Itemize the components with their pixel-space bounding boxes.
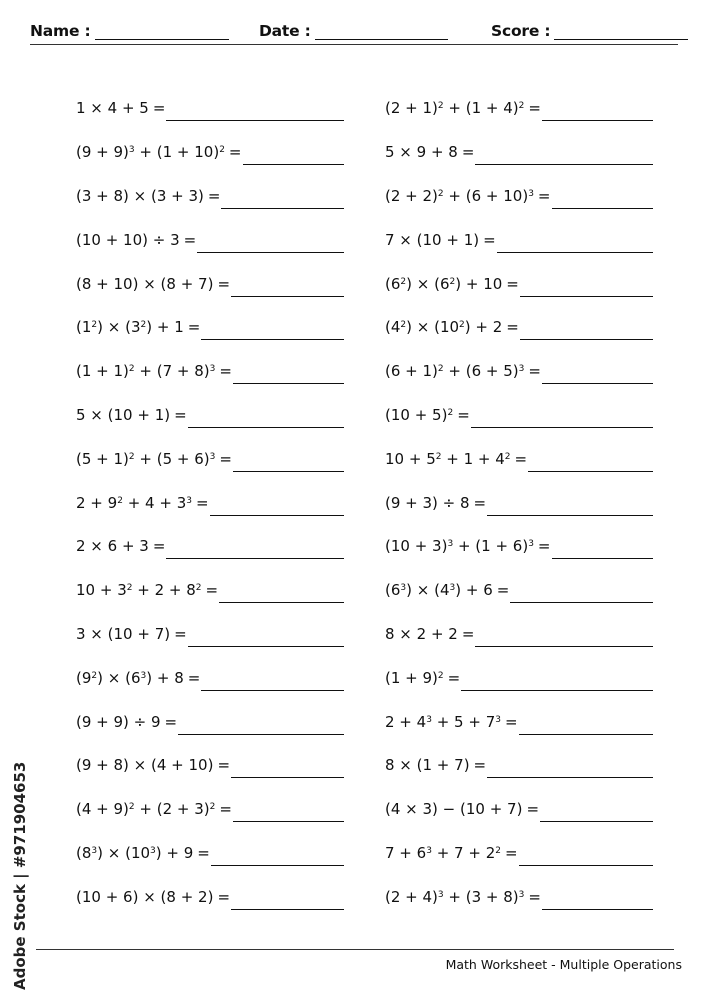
problem-expression: $(1^2) \times (3^2) + 1$ [76, 318, 184, 337]
problem-expression: 2 × 6 + 3 [76, 537, 149, 556]
answer-blank[interactable] [519, 855, 653, 866]
answer-blank[interactable] [233, 461, 344, 472]
problem-expression: $(4 + 9)^2 + (2 + 3)^2$ [76, 800, 216, 819]
problem-row [76, 788, 344, 832]
answer-blank[interactable] [542, 110, 653, 121]
answer-blank[interactable] [475, 154, 653, 165]
score-field [491, 22, 688, 40]
answer-blank[interactable] [520, 286, 653, 297]
problem-expression: $2 + 4^3 + 5 + 7^3$ [385, 712, 501, 731]
answer-blank[interactable] [528, 461, 653, 472]
problem-expression: $(1 + 1)^2 + (7 + 8)^3$ [76, 362, 216, 381]
problem-expression: (8 + 10) × (8 + 7) [76, 274, 214, 293]
answer-blank[interactable] [233, 373, 344, 384]
problem-row [385, 87, 653, 131]
problem-expression: $(6 + 1)^2 + (6 + 5)^3$ [385, 362, 525, 381]
problem-expression: (4 × 3) − (10 + 7) [385, 800, 523, 819]
problem-row [76, 87, 344, 131]
header-divider [30, 44, 678, 45]
answer-blank[interactable] [540, 811, 653, 822]
date-blank[interactable] [315, 24, 448, 40]
equals-sign: = [447, 668, 461, 687]
answer-blank[interactable] [519, 724, 653, 735]
answer-blank[interactable] [475, 636, 653, 647]
problem-row [385, 262, 653, 306]
equals-sign: = [195, 493, 209, 512]
equals-sign: = [514, 449, 528, 468]
problem-expression: $(10 + 3)^3 + (1 + 6)^3$ [385, 537, 534, 556]
problem-row [385, 481, 653, 525]
answer-blank[interactable] [487, 767, 653, 778]
problem-row [76, 613, 344, 657]
equals-sign: = [506, 274, 519, 293]
problem-expression: $2 + 9^2 + 4 + 3^3$ [76, 493, 192, 512]
answer-blank[interactable] [520, 329, 653, 340]
answer-blank[interactable] [552, 198, 654, 209]
answer-blank[interactable] [219, 592, 344, 603]
problem-expression: 7 × (10 + 1) [385, 230, 480, 249]
equals-sign: = [528, 887, 541, 906]
problem-expression: $(9^2) \times (6^3) + 8$ [76, 668, 184, 687]
answer-blank[interactable] [211, 855, 344, 866]
problem-expression: (10 + 6) × (8 + 2) [76, 887, 214, 906]
answer-blank[interactable] [166, 548, 344, 559]
equals-sign: = [473, 756, 487, 775]
problem-row [385, 613, 653, 657]
problem-expression: 8 × (1 + 7) [385, 756, 470, 775]
equals-sign: = [174, 405, 187, 424]
equals-sign: = [528, 99, 541, 118]
problem-expression: $(2 + 2)^2 + (6 + 10)^3$ [385, 186, 534, 205]
problem-row [76, 175, 344, 219]
answer-blank[interactable] [201, 680, 344, 691]
equals-sign: = [457, 405, 470, 424]
problem-expression: $(10 + 5)^2$ [385, 405, 454, 424]
problem-row [385, 437, 653, 481]
stock-credit [9, 760, 31, 990]
footer-divider [36, 949, 674, 950]
equals-sign: = [197, 843, 210, 862]
problem-row [385, 394, 653, 438]
problem-expression: $10 + 3^2 + 2 + 8^2$ [76, 581, 202, 600]
answer-blank[interactable] [542, 899, 653, 910]
problem-expression: $7 + 6^3 + 7 + 2^2$ [385, 843, 501, 862]
equals-sign: = [219, 449, 232, 468]
problem-row [76, 437, 344, 481]
name-field [30, 22, 229, 40]
equals-sign: = [461, 143, 475, 162]
answer-blank[interactable] [461, 680, 653, 691]
equals-sign: = [473, 493, 487, 512]
problem-row [76, 656, 344, 700]
answer-blank[interactable] [231, 899, 344, 910]
problem-expression: $(9 + 9)^3 + (1 + 10)^2$ [76, 143, 225, 162]
equals-sign: = [152, 537, 166, 556]
problem-row [385, 832, 653, 876]
problem-expression: (9 + 9) ÷ 9 [76, 712, 161, 731]
answer-blank[interactable] [471, 417, 653, 428]
problem-row [76, 700, 344, 744]
problem-row [76, 569, 344, 613]
problem-expression: 5 × (10 + 1) [76, 405, 171, 424]
equals-sign: = [504, 712, 518, 731]
answer-blank[interactable] [231, 767, 344, 778]
equals-sign: = [504, 843, 518, 862]
answer-blank[interactable] [487, 505, 653, 516]
equals-sign: = [537, 537, 551, 556]
answer-blank[interactable] [497, 242, 653, 253]
equals-sign: = [483, 230, 496, 249]
date-field [259, 22, 448, 40]
equals-sign: = [217, 274, 231, 293]
problem-row [76, 832, 344, 876]
answer-blank[interactable] [188, 417, 344, 428]
problem-expression: (3 + 8) × (3 + 3) [76, 186, 204, 205]
problem-row [385, 131, 653, 175]
problem-row [385, 744, 653, 788]
problem-expression: $(2 + 1)^2 + (1 + 4)^2$ [385, 99, 525, 118]
problem-row [385, 700, 653, 744]
score-blank[interactable] [554, 24, 688, 40]
score-label: Score : [491, 22, 551, 40]
problem-expression: $(6^2) \times (6^2) + 10$ [385, 274, 503, 293]
problem-row [385, 569, 653, 613]
answer-blank[interactable] [201, 329, 344, 340]
equals-sign: = [219, 362, 232, 381]
problem-expression: (9 + 8) × (4 + 10) [76, 756, 214, 775]
problem-row [76, 350, 344, 394]
name-label: Name : [30, 22, 91, 40]
answer-blank[interactable] [178, 724, 344, 735]
equals-sign: = [207, 186, 221, 205]
problem-row [385, 350, 653, 394]
problem-row [385, 656, 653, 700]
equals-sign: = [228, 143, 242, 162]
equals-sign: = [187, 318, 201, 337]
problem-row [76, 306, 344, 350]
problem-row [76, 218, 344, 262]
answer-blank[interactable] [210, 505, 344, 516]
problem-row [385, 218, 653, 262]
equals-sign: = [506, 318, 519, 337]
equals-sign: = [152, 99, 166, 118]
equals-sign: = [219, 800, 232, 819]
problem-row [385, 525, 653, 569]
footer-caption: Math Worksheet - Multiple Operations [445, 957, 682, 972]
problem-expression: $(4^2) \times (10^2) + 2$ [385, 318, 503, 337]
problem-column-left [76, 87, 344, 919]
problem-expression: 5 × 9 + 8 [385, 143, 458, 162]
answer-blank[interactable] [231, 286, 344, 297]
equals-sign: = [174, 624, 187, 643]
problem-column-right [385, 87, 653, 919]
problem-expression: $(6^3) \times (4^3) + 6$ [385, 581, 493, 600]
stock-credit-text: Adobe Stock | #971904653 [11, 761, 29, 990]
answer-blank[interactable] [243, 154, 345, 165]
answer-blank[interactable] [221, 198, 344, 209]
equals-sign: = [461, 624, 475, 643]
problem-row [385, 306, 653, 350]
equals-sign: = [526, 800, 540, 819]
problem-row [76, 394, 344, 438]
answer-blank[interactable] [166, 110, 344, 121]
answer-blank[interactable] [542, 373, 653, 384]
problem-expression: 3 × (10 + 7) [76, 624, 171, 643]
answer-blank[interactable] [233, 811, 344, 822]
equals-sign: = [217, 756, 231, 775]
problem-row [76, 262, 344, 306]
problem-expression: $(8^3) \times (10^3) + 9$ [76, 843, 194, 862]
equals-sign: = [187, 668, 201, 687]
problem-expression: $(1 + 9)^2$ [385, 668, 444, 687]
equals-sign: = [205, 581, 219, 600]
equals-sign: = [183, 230, 197, 249]
problem-expression: (9 + 3) ÷ 8 [385, 493, 470, 512]
problem-expression: $(2 + 4)^3 + (3 + 8)^3$ [385, 887, 525, 906]
problem-row [76, 481, 344, 525]
equals-sign: = [528, 362, 541, 381]
problem-row [76, 744, 344, 788]
equals-sign: = [537, 186, 551, 205]
problem-row [385, 875, 653, 919]
equals-sign: = [496, 581, 510, 600]
answer-blank[interactable] [510, 592, 653, 603]
answer-blank[interactable] [197, 242, 344, 253]
problem-expression: 8 × 2 + 2 [385, 624, 458, 643]
answer-blank[interactable] [188, 636, 344, 647]
problem-row [76, 525, 344, 569]
problem-expression: (10 + 10) ÷ 3 [76, 230, 180, 249]
problem-row [385, 788, 653, 832]
answer-blank[interactable] [552, 548, 654, 559]
problem-expression: $10 + 5^2 + 1 + 4^2$ [385, 449, 511, 468]
name-blank[interactable] [95, 24, 229, 40]
date-label: Date : [259, 22, 311, 40]
equals-sign: = [164, 712, 178, 731]
equals-sign: = [217, 887, 231, 906]
problem-row [76, 875, 344, 919]
worksheet-header [30, 22, 678, 44]
problem-row [76, 131, 344, 175]
problem-expression: 1 × 4 + 5 [76, 99, 149, 118]
problem-row [385, 175, 653, 219]
problem-expression: $(5 + 1)^2 + (5 + 6)^3$ [76, 449, 216, 468]
